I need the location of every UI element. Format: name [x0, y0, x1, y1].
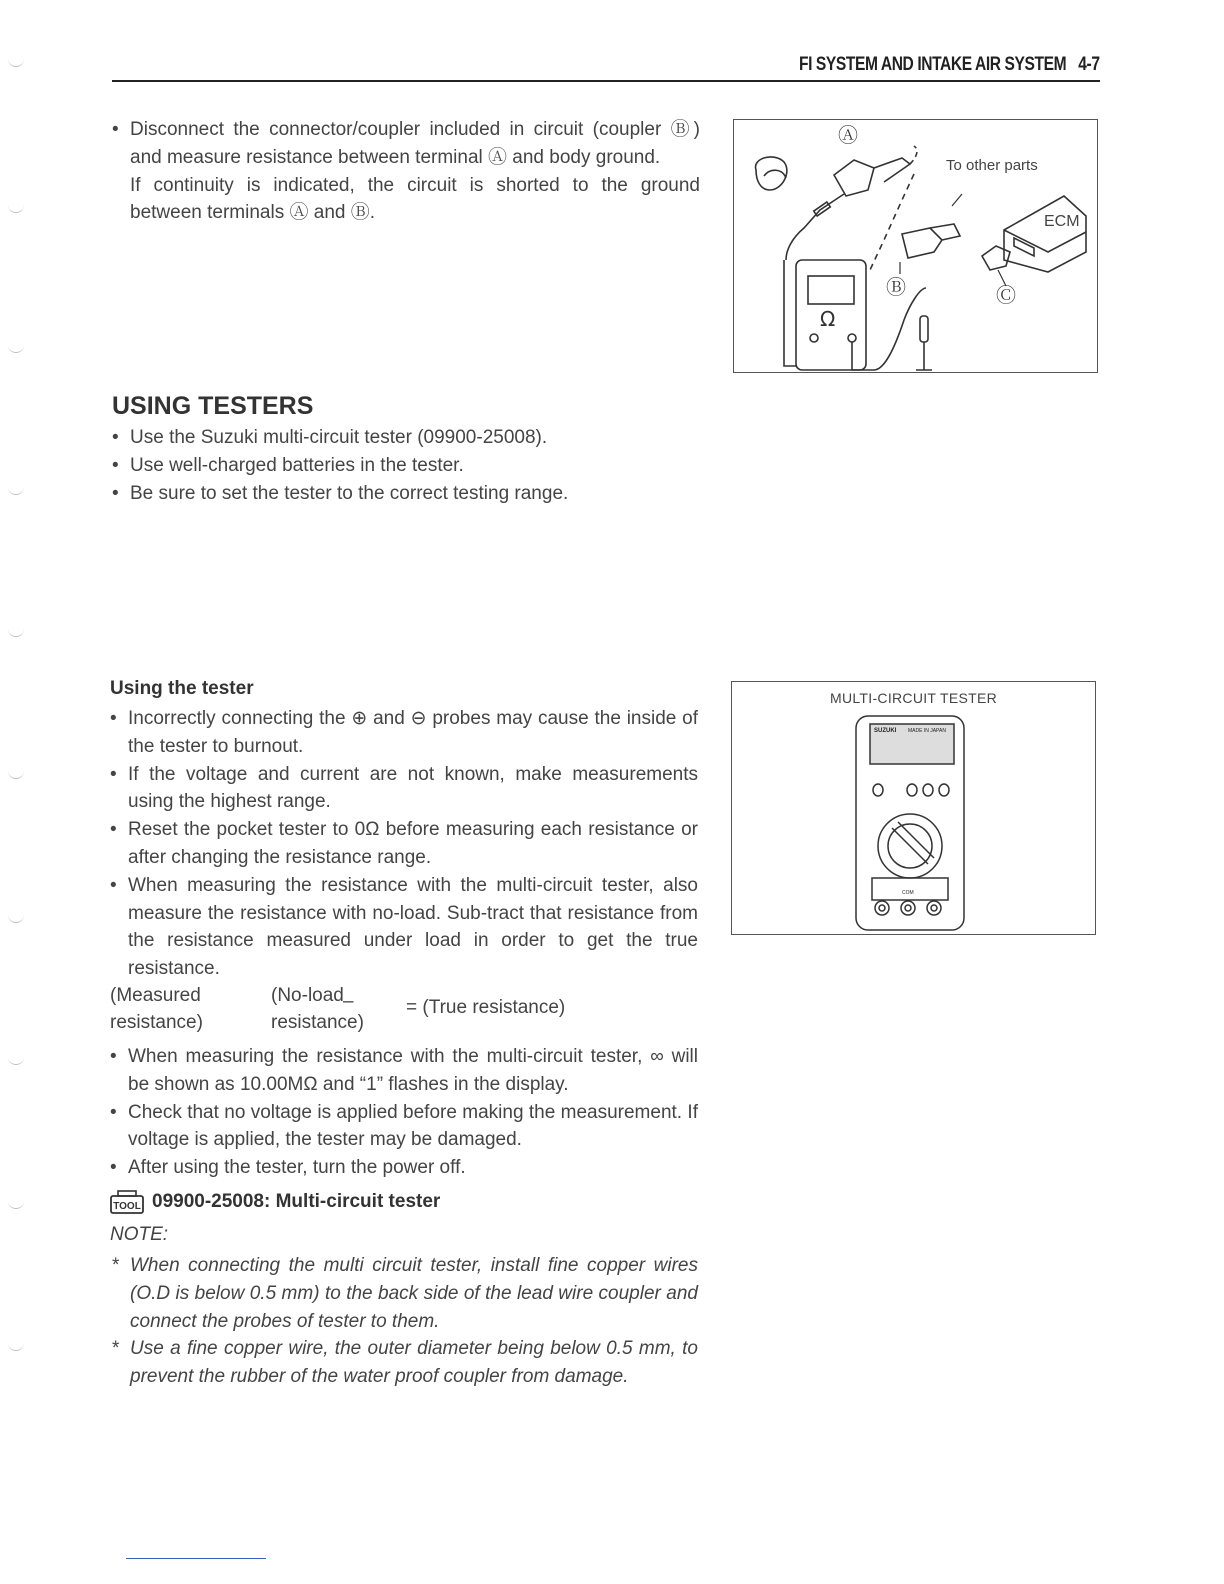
using-the-tester-list-2	[110, 1043, 698, 1182]
list-item: • If the voltage and current are not known, make measurements using the highest range.	[110, 761, 698, 817]
formula-minus: –	[343, 991, 354, 1012]
resistance-formula	[110, 982, 630, 1038]
section-title-using-testers: USING TESTERS	[112, 392, 314, 420]
footer-rule	[126, 1558, 266, 1559]
subsection-title-using-the-tester: Using the tester	[110, 678, 254, 699]
wiring-diagram	[734, 120, 1097, 372]
list-item: • Be sure to set the tester to the correct testing range.	[112, 480, 712, 508]
tool-icon-text: TOOL	[113, 1201, 141, 1212]
tool-reference	[110, 1190, 440, 1214]
label-c: Ⓒ	[996, 283, 1016, 307]
margin-mark	[8, 486, 24, 495]
wiring-diagram-figure	[733, 119, 1098, 373]
ohm-symbol: Ω	[820, 307, 836, 331]
note-list	[110, 1252, 698, 1391]
margin-mark	[8, 1056, 24, 1065]
coupler-a-connector	[874, 158, 910, 182]
probe-wire	[786, 194, 844, 260]
made-in-label: MADE IN JAPAN	[908, 728, 946, 734]
sensor-detail	[764, 170, 786, 178]
margin-mark	[8, 204, 24, 213]
note-item: * Use a fine copper wire, the outer diameter being below 0.5 mm, to prevent the rubber of the water proof coupler from damage.	[110, 1335, 698, 1391]
margin-mark	[8, 770, 24, 779]
disconnect-instruction: • Disconnect the connector/coupler included in circuit (coupler Ⓑ) and measure resistance between terminal Ⓐ and body ground.	[112, 116, 700, 172]
margin-mark	[8, 1342, 24, 1351]
top-section	[112, 116, 700, 227]
coupler-c-shape	[982, 246, 1010, 270]
margin-mark	[8, 344, 24, 353]
note-title: NOTE:	[110, 1224, 169, 1245]
list-item: • After using the tester, turn the power off.	[110, 1154, 698, 1182]
list-item: • When measuring the resistance with the multi-circuit tester, also measure the resistance with no-load. Sub-tract that resistance from the resistance measured under load in order to get the true resistance.	[110, 872, 698, 983]
ecm-shape	[1004, 196, 1086, 272]
page-number: 4-7	[1078, 54, 1100, 75]
list-item: • Reset the pocket tester to 0Ω before measuring each resistance or after changing the resistance range.	[110, 816, 698, 872]
list-item: • Use the Suzuki multi-circuit tester (09900-25008).	[112, 424, 712, 452]
list-item: • Incorrectly connecting the ⊕ and ⊖ probes may cause the inside of the tester to burnout.	[110, 705, 698, 761]
ecm-label: ECM	[1044, 213, 1080, 230]
list-item: • Use well-charged batteries in the tester.	[112, 452, 712, 480]
tool-label: 09900-25008: Multi-circuit tester	[152, 1191, 441, 1212]
margin-mark	[8, 58, 24, 67]
formula-noload-line1: (No-load	[271, 985, 344, 1006]
using-testers-list	[112, 424, 712, 507]
label-a: Ⓐ	[838, 123, 858, 147]
margin-mark	[8, 628, 24, 637]
formula-measured-line2: resistance)	[110, 1012, 203, 1033]
coupler-b-shape	[902, 228, 942, 258]
figure-caption: MULTI-CIRCUIT TESTER	[829, 690, 997, 706]
formula-noload-line2: resistance)	[271, 1012, 364, 1033]
header-title	[799, 52, 1100, 78]
to-other-parts-label: To other parts	[946, 157, 1038, 174]
coupler-a-shape	[834, 160, 874, 196]
list-item: • Check that no voltage is applied before making the measurement. If voltage is applied, the tester may be damaged.	[110, 1099, 698, 1155]
multi-circuit-tester-figure	[731, 681, 1096, 935]
margin-mark	[8, 914, 24, 923]
page-header	[112, 52, 1100, 82]
list-item: • When measuring the resistance with the multi-circuit tester, ∞ will be shown as 10.00MΩ and “1” flashes in the display.	[110, 1043, 698, 1099]
margin-mark	[8, 1200, 24, 1209]
formula-measured-line1: (Measured	[110, 985, 201, 1006]
ground-probe-wire	[852, 288, 926, 370]
tool-icon	[110, 1190, 144, 1214]
note-item: * When connecting the multi circuit tester, install fine copper wires (O.D is below 0.5 mm) to the back side of the lead wire coupler and connect the probes of tester to them.	[110, 1252, 698, 1335]
chapter-title: FI SYSTEM AND INTAKE AIR SYSTEM	[799, 54, 1067, 75]
brand-label: SUZUKI	[874, 728, 897, 734]
multi-circuit-tester-drawing	[732, 682, 1095, 934]
formula-result: = (True resistance)	[406, 997, 566, 1018]
using-the-tester-list	[110, 705, 698, 983]
continuity-note: If continuity is indicated, the circuit is shorted to the ground between terminals Ⓐ and Ⓑ.	[130, 174, 700, 224]
com-label: COM	[902, 890, 914, 896]
dial-pointer	[892, 822, 934, 864]
label-b: Ⓑ	[886, 275, 906, 299]
